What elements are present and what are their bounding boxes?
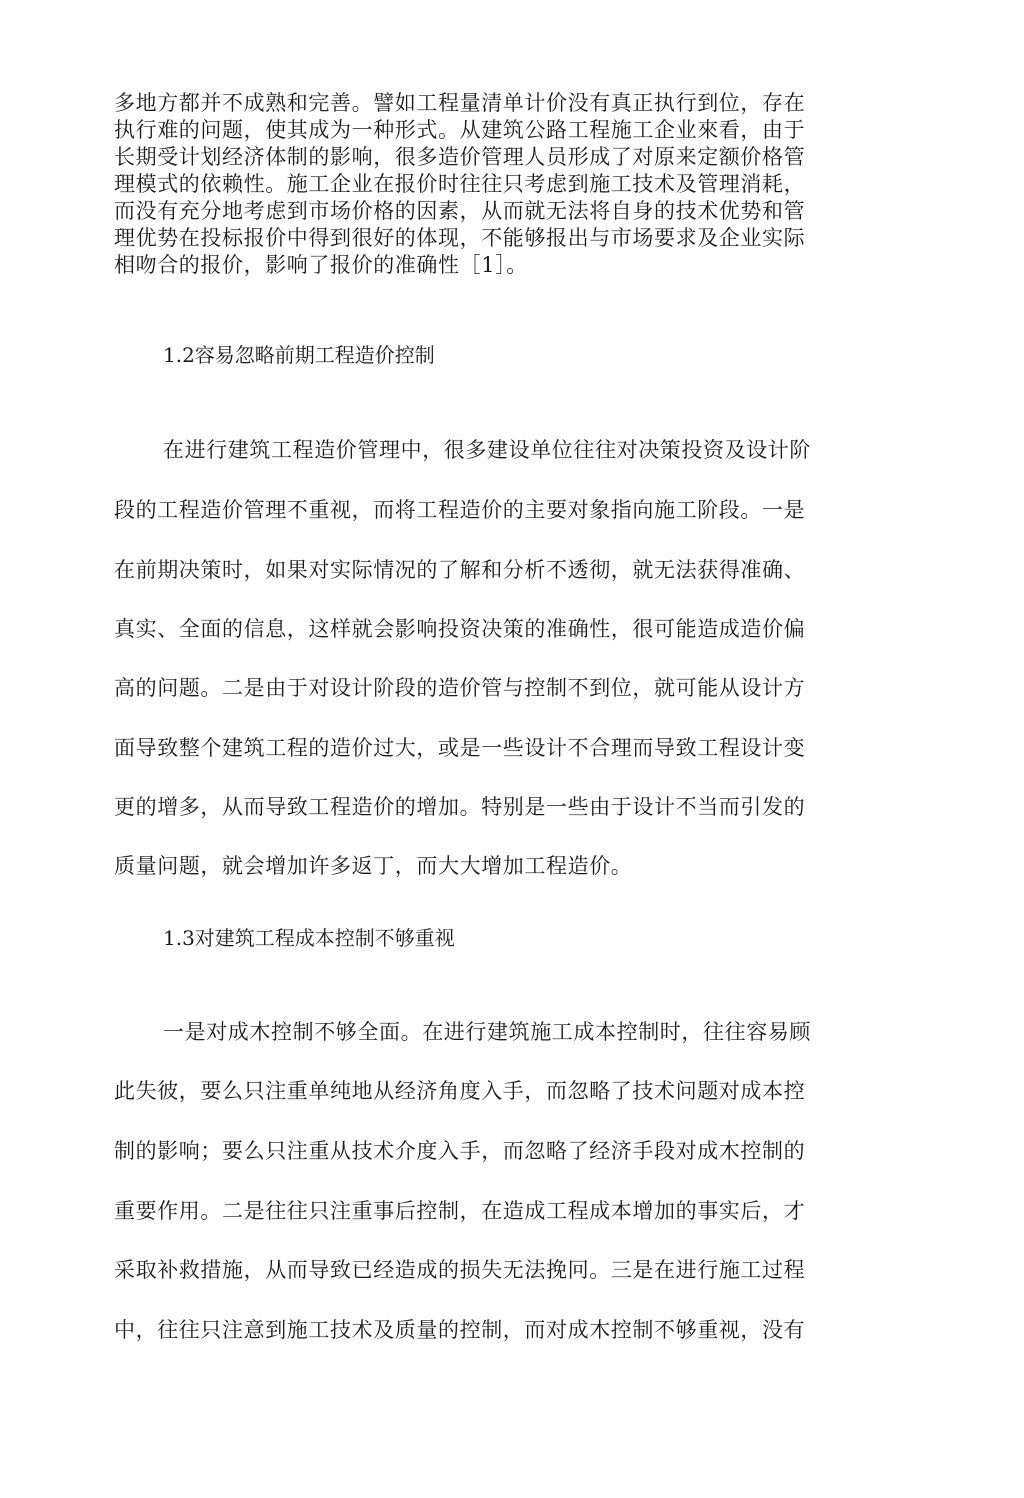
section-heading-1-3: 1.3对建筑工程成本控制不够重视 — [163, 926, 455, 950]
text-line: 在前期决策时，如果对实际情况的了解和分析不透彻，就无法获得准确、 — [114, 558, 806, 582]
text-line: 理模式的依赖性。施工企业在报价时往往只考虑到施工技术及管理消耗， — [114, 172, 806, 196]
text-line: 更的增多，从而导致工程造价的增加。特别是一些由于设计不当而引发的 — [114, 795, 806, 819]
text-line: 一是对成木控制不够全面。在进行建筑施工成本控制时，往往容易顾 — [163, 1020, 811, 1044]
text-line: 多地方都并不成熟和完善。譬如工程量清单计价没有真正执行到位，存在 — [114, 91, 806, 115]
text-line: 执行难的问题，使其成为一种形式。从建筑公路工程施工企业來看，由于 — [114, 118, 806, 142]
text-line: 高的问题。二是由于对设计阶段的造价管与控制不到位，就可能从设计方 — [114, 676, 806, 700]
text-line: 而没有充分地考虑到市场价格的因素，从而就无法将自身的技术优势和管 — [114, 199, 806, 223]
text-line: 面导致整个建筑工程的造价过大，或是一些设计不合理而导致工程设计变 — [114, 736, 806, 760]
text-line: 理优势在投标报价中得到很好的体现，不能够报出与市场要求及企业实际 — [114, 226, 806, 250]
text-line: 在进行建筑工程造价管理中，很多建设单位往往对决策投资及设计阶 — [163, 438, 811, 462]
section-heading-1-2: 1.2容易忽略前期工程造价控制 — [163, 343, 435, 367]
text-line: 此失彼，要么只注重单纯地从经济角度入手，而忽略了技术问题对成本控 — [114, 1079, 806, 1103]
text-line: 真实、全面的信息，这样就会影响投资决策的准确性，很可能造成造价偏 — [114, 617, 806, 641]
text-line: 长期受计划经济体制的影响，很多造价管理人员形成了对原来定额价格管 — [114, 145, 806, 169]
text-line: 制的影响；要么只注重从技术介度入手，而忽略了经济手段对成木控制的 — [114, 1139, 806, 1163]
text-line: 重要作用。二是往往只注重事后控制，在造成工程成本增加的事实后，才 — [114, 1199, 806, 1223]
text-line: 中，往往只注意到施工技术及质量的控制，而对成木控制不够重视，没有 — [114, 1318, 806, 1342]
text-line: 质量问题，就会增加许多返丁，而大大增加工程造价。 — [114, 854, 633, 878]
text-line: 采取补救措施，从而导致已经造成的损失无法挽冋。三是在进行施工过程 — [114, 1258, 806, 1282]
text-line: 段的工程造价管理不重视，而将工程造价的主要对象指向施工阶段。一是 — [114, 498, 806, 522]
text-line: 相吻合的报价，影响了报价的准确性［1］。 — [114, 253, 528, 277]
